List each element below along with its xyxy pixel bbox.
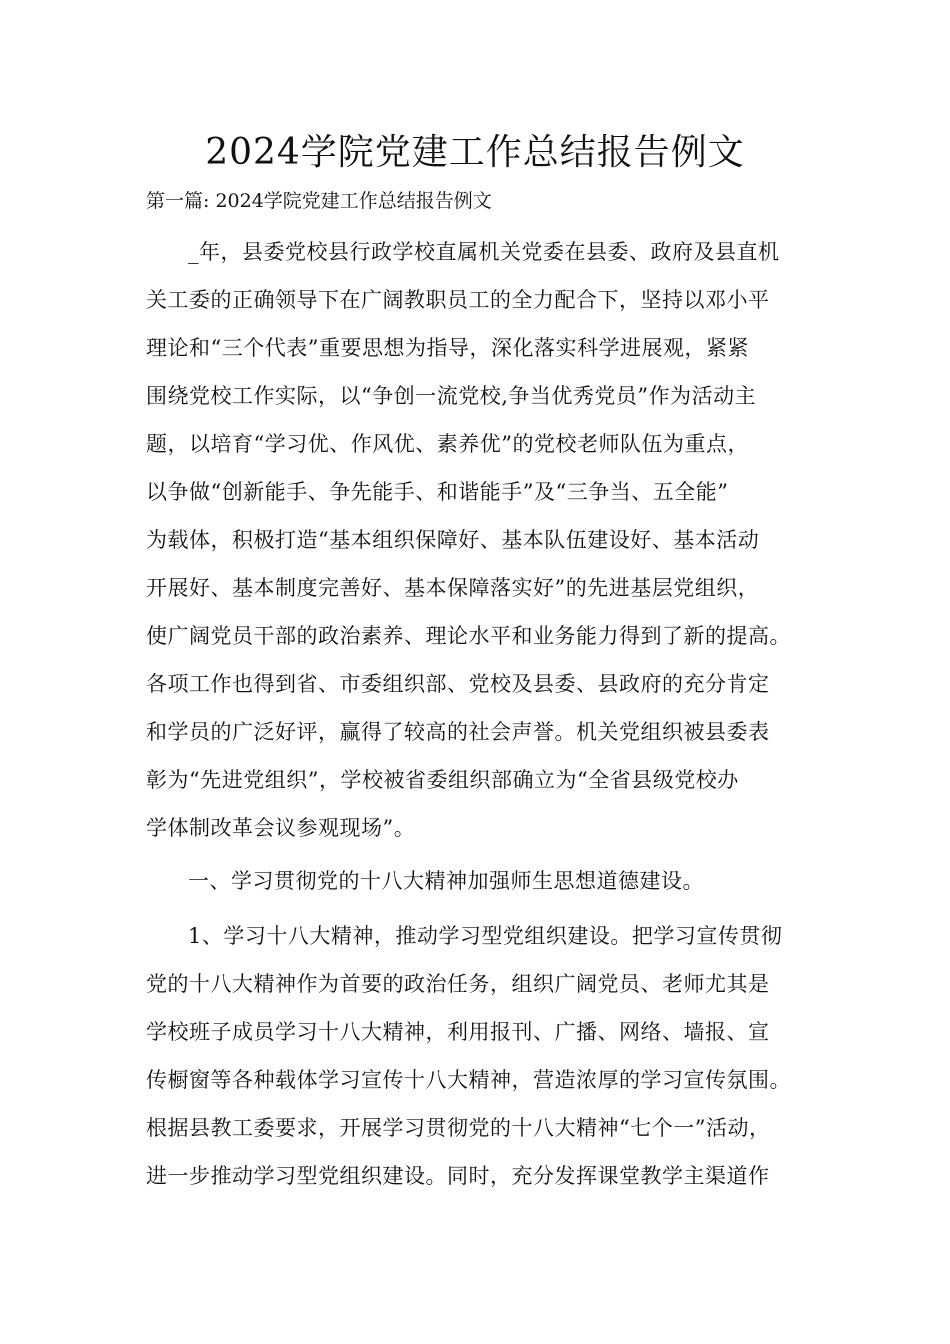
document-title: 2024学院党建工作总结报告例文 — [205, 132, 745, 173]
paragraph-line: 进一步推动学习型党组织建设。同时，充分发挥课堂教学主渠道作 — [146, 1164, 770, 1188]
paragraph-line: 学体制改革会议参观现场”。 — [146, 816, 416, 840]
paragraph-line: 和学员的广泛好评，赢得了较高的社会声誉。机关党组织被县委表 — [146, 720, 770, 744]
paragraph-line: 使广阔党员干部的政治素养、理论水平和业务能力得到了新的提高。 — [146, 624, 791, 648]
paragraph-line: 彰为“先进党组织”，学校被省委组织部确立为“全省县级党校办 — [146, 768, 739, 792]
paragraph-line: 根据县教工委要求，开展学习贯彻党的十八大精神“七个一”活动， — [146, 1116, 771, 1140]
paragraph-line: 围绕党校工作实际，以“争创一流党校,争当优秀党员”作为活动主 — [146, 384, 757, 408]
paragraph-line: 以争做“创新能手、争先能手、和谐能手”及“三争当、五全能” — [146, 480, 729, 504]
paragraph-line: 为载体，积极打造“基本组织保障好、基本队伍建设好、基本活动 — [146, 528, 760, 552]
paragraph-line: 党的十八大精神作为首要的政治任务，组织广阔党员、老师尤其是 — [146, 972, 770, 996]
document-subtitle: 第一篇: 2024学院党建工作总结报告例文 — [146, 190, 492, 212]
section-heading: 一、学习贯彻党的十八大精神加强师生思想道德建设。 — [188, 869, 704, 893]
paragraph-line: 开展好、基本制度完善好、基本保障落实好”的先进基层党组织， — [146, 576, 760, 600]
paragraph-line: 关工委的正确领导下在广阔教职员工的全力配合下，坚持以邓小平 — [146, 288, 770, 312]
paragraph-line: 1、学习十八大精神，推动学习型党组织建设。把学习宣传贯彻 — [188, 924, 783, 948]
paragraph-line: _年，县委党校县行政学校直属机关党委在县委、政府及县直机 — [188, 240, 780, 264]
paragraph-line: 题，以培育“学习优、作风优、素养优”的党校老师队伍为重点， — [146, 432, 749, 456]
paragraph-line: 理论和“三个代表”重要思想为指导，深化落实科学进展观，紧紧 — [146, 336, 749, 360]
paragraph-line: 传橱窗等各种载体学习宣传十八大精神，营造浓厚的学习宣传氛围。 — [146, 1068, 791, 1092]
paragraph-line: 学校班子成员学习十八大精神，利用报刊、广播、网络、墙报、宣 — [146, 1020, 770, 1044]
paragraph-line: 各项工作也得到省、市委组织部、党校及县委、县政府的充分肯定 — [146, 672, 770, 696]
